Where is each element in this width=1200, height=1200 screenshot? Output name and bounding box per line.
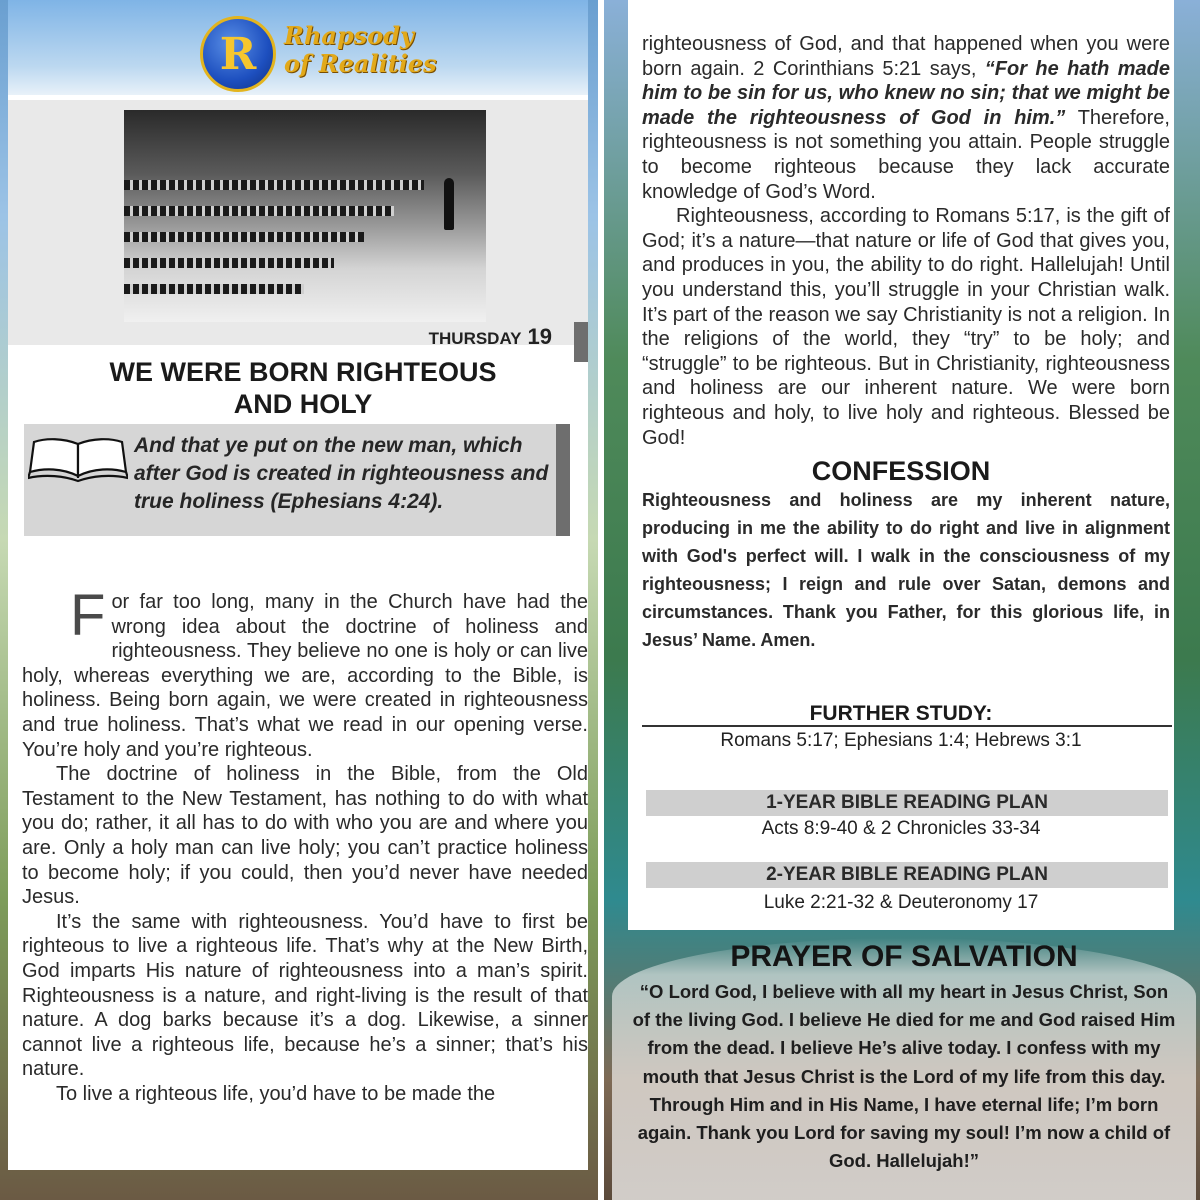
logo-initial: R	[219, 28, 257, 80]
crowd-row	[124, 206, 394, 216]
paragraph-text: Therefore, righteousness is not something you attain. People struggle to become righteous because they lack accurate knowledge of God’s Word.	[642, 106, 1170, 203]
preacher-figure	[444, 178, 454, 230]
decorative-bar	[556, 424, 570, 536]
prayer-heading: PRAYER OF SALVATION	[730, 940, 1078, 973]
opening-verse: And that ye put on the new man, which after God is created in righteousness and true holiness (Ephesians 4:24).	[134, 434, 549, 513]
title-line2: AND HOLY	[233, 389, 373, 419]
scripture-quote: “For he hath made him to be sin for us, who knew no sin; that we might be made the righteousness of God in him.”	[642, 57, 1170, 129]
prayer-text: “O Lord God, I believe with all my heart in Jesus Christ, Son of the living God. I believe He died for me and God raised Him from the dead. I believe He’s alive today. I confess with my mouth that Jesus Christ is the Lord of my life from this day. Through Him and in His Name, I have eternal life; I’m born again. Thank you Lord for saving my soul! I’m now a child of God. Hallelujah!”	[632, 981, 1176, 1172]
paragraph: To live a righteous life, you’d have to be made the	[56, 1082, 496, 1105]
crowd-row	[124, 180, 424, 190]
date-number: 19	[527, 324, 552, 349]
devotional-page-right	[628, 0, 1174, 930]
decorative-bar	[574, 322, 588, 362]
paragraph: It’s the same with righteousness. You’d have to first be righteous to live a righteous life. That’s why at the New Birth, God imparts His nature of righteousness into a man’s spirit. Righteousness is a nature, and right-living is the result of that nature. A dog barks because it’s a dog. Likewise, a sinner cannot live a righteous life, because he’s a sinner; that’s his nature.	[22, 910, 588, 1081]
paragraph: Righteousness, according to Romans 5:17, is the gift of God; it’s a nature—that nature or life of God that gives you, and produces in you, the ability to do right. Hallelujah! Until you understand this, you’ll struggle in your Christian walk. It’s part of the reason we say Christianity is not a religion. In the religions of the world, they “try” to be holy; and “struggle” to be righteous. But in Christianity, righteousness and holiness are our inherent nature. We were born righteous and holy, to live holy and righteous. Blessed be God!	[642, 205, 1170, 449]
logo-text	[284, 22, 444, 78]
open-book-icon	[28, 434, 128, 484]
drop-cap: F	[70, 583, 106, 648]
title-line1: WE WERE BORN RIGHTEOUS	[109, 357, 497, 387]
paragraph: The doctrine of holiness in the Bible, from the Old Testament to the New Testament, has nothing to do with what you do; rather, it all has to do with who you are and where you are. Only a holy man can live holy; you can’t practice holiness to become holy; if you could, then you’d never have needed Jesus.	[22, 763, 588, 909]
right-panel	[604, 0, 1200, 1200]
further-study-heading: FURTHER STUDY:	[809, 702, 993, 725]
heading-rule	[642, 725, 1172, 727]
paragraph	[642, 32, 1170, 204]
left-panel	[0, 0, 598, 1200]
body-text-right	[642, 32, 1170, 450]
opening-verse-box	[24, 424, 570, 536]
plan-2-heading: 2-YEAR BIBLE READING PLAN	[646, 862, 1168, 888]
paragraph	[22, 583, 588, 762]
page-title	[48, 356, 558, 420]
plan-1-heading: 1-YEAR BIBLE READING PLAN	[646, 790, 1168, 816]
crowd-row	[124, 284, 304, 294]
devotional-page-left	[8, 0, 588, 1170]
confession-heading: CONFESSION	[811, 456, 991, 486]
photo-area	[8, 100, 588, 345]
logo-emblem-icon	[200, 16, 276, 92]
prayer-of-salvation-box	[612, 938, 1196, 1200]
body-text-left	[22, 583, 588, 1106]
weekday: THURSDAY	[428, 329, 522, 348]
date-line	[429, 324, 552, 350]
paragraph-text: or far too long, many in the Church have had the wrong idea about the doctrine of holiness and righteousness. They believe no one is holy or can live holy, whereas everything we are, according to the Bible, is holiness. Being born again, we were created in righteousness and true holiness. That’s what we read in our opening verse. You’re holy and you’re righteous.	[22, 591, 588, 761]
plan-2-refs: Luke 2:21-32 & Deuteronomy 17	[763, 892, 1039, 913]
congregation-photo	[124, 110, 486, 322]
crowd-row	[124, 232, 364, 242]
crowd-row	[124, 258, 334, 268]
confession-text: Righteousness and holiness are my inherent nature, producing in me the ability to do right and live in alignment with God's perfect will. I walk in the consciousness of my righteousness; I reign and rule over Satan, demons and circumstances. Thank you Father, for this glorious life, in Jesus’ Name. Amen.	[642, 490, 1170, 650]
paragraph-text: righteousness of God, and that happened when you were born again. 2 Corinthians 5:21 says,	[642, 33, 1170, 80]
further-study-refs: Romans 5:17; Ephesians 1:4; Hebrews 3:1	[720, 730, 1082, 751]
header-band	[8, 0, 588, 95]
logo-name-line1: Rhapsody	[284, 21, 414, 50]
rhapsody-logo	[200, 16, 440, 96]
plan-1-refs: Acts 8:9-40 & 2 Chronicles 33-34	[761, 818, 1041, 839]
logo-name-line2: of Realities	[284, 49, 437, 78]
